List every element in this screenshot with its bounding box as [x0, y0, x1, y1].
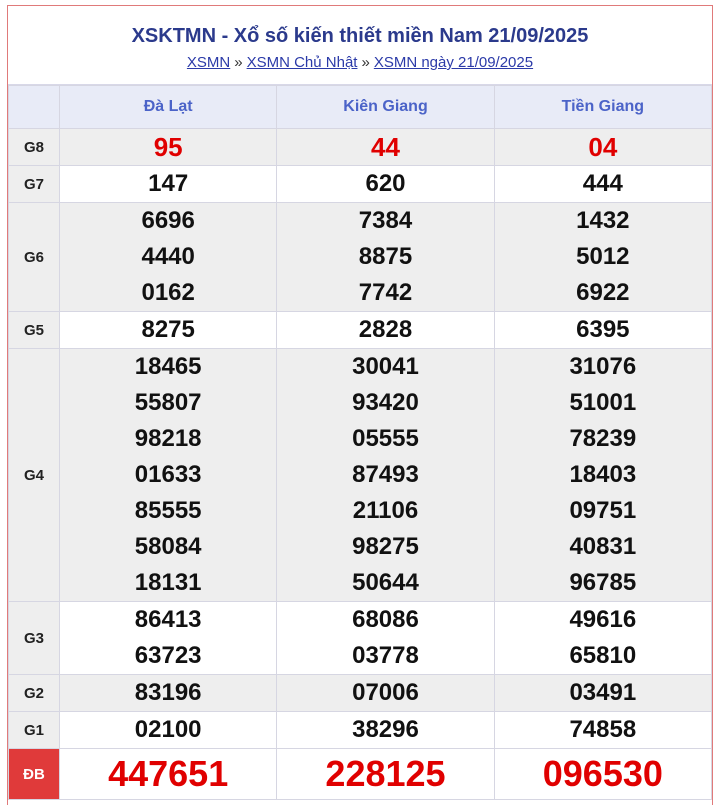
prize-label: G7 — [9, 166, 60, 203]
prize-number: 7742 — [358, 279, 413, 306]
prize-label: G3 — [9, 602, 60, 675]
prize-number: 18131 — [134, 569, 202, 596]
prize-number: 8275 — [141, 316, 195, 343]
prize-number: 83196 — [134, 679, 202, 706]
prize-number: 63723 — [134, 642, 202, 669]
prize-label: ĐB — [9, 749, 60, 800]
prize-number: 50644 — [352, 569, 419, 596]
prize-cell — [494, 166, 711, 203]
prize-number: 02100 — [134, 716, 202, 743]
prize-number: 74858 — [569, 716, 637, 743]
breadcrumb-link-xsmn[interactable]: XSMN — [186, 54, 231, 71]
province-header[interactable]: Đà Lạt — [60, 86, 277, 129]
prize-cell — [277, 675, 494, 712]
prize-cell — [60, 712, 277, 749]
prize-number: 03491 — [569, 679, 637, 706]
prize-number: 55807 — [134, 389, 202, 416]
header-corner — [9, 86, 60, 129]
prize-cell — [60, 312, 277, 349]
prize-label: G5 — [9, 312, 60, 349]
prize-number: 03778 — [352, 642, 419, 669]
breadcrumb — [8, 53, 712, 73]
prize-label: G1 — [9, 712, 60, 749]
results-header — [8, 6, 712, 85]
prize-cell — [60, 602, 277, 675]
prize-number: 98275 — [352, 533, 419, 560]
prize-number: 05555 — [352, 425, 419, 452]
prize-cell — [494, 349, 711, 602]
prize-number: 40831 — [569, 533, 637, 560]
prize-number: 0162 — [141, 279, 195, 306]
prize-number: 18403 — [569, 461, 637, 488]
prize-number: 49616 — [569, 606, 637, 633]
province-header[interactable]: Kiên Giang — [277, 86, 494, 129]
prize-cell — [494, 675, 711, 712]
prize-cell — [277, 129, 494, 166]
province-header-row — [9, 86, 712, 129]
prize-label: G6 — [9, 203, 60, 312]
prize-number: 78239 — [569, 425, 637, 452]
prize-table-body — [9, 129, 712, 800]
prize-cell — [494, 203, 711, 312]
prize-number: 01633 — [134, 461, 202, 488]
province-header[interactable]: Tiền Giang — [494, 86, 711, 129]
prize-row-g4 — [9, 349, 712, 602]
prize-number: 30041 — [352, 353, 419, 380]
prize-cell — [277, 203, 494, 312]
prize-number: 21106 — [352, 497, 419, 524]
prize-cell — [60, 203, 277, 312]
prize-cell — [60, 675, 277, 712]
prize-number: 6922 — [576, 279, 630, 306]
breadcrumb-link-xsmn-date[interactable]: XSMN ngày 21/09/2025 — [373, 54, 534, 71]
prize-number: 31076 — [569, 353, 637, 380]
prize-number: 58084 — [134, 533, 202, 560]
prize-row-g3 — [9, 602, 712, 675]
prize-number: 444 — [582, 170, 623, 197]
prize-number: 93420 — [352, 389, 419, 416]
breadcrumb-separator: » — [361, 54, 370, 71]
prize-number: 38296 — [352, 716, 419, 743]
prize-number: 96785 — [569, 569, 637, 596]
prize-cell — [494, 312, 711, 349]
prize-cell — [277, 312, 494, 349]
prize-number: 8875 — [358, 243, 413, 270]
prize-row-g2 — [9, 675, 712, 712]
prize-number: 51001 — [569, 389, 637, 416]
prize-number: 6696 — [141, 207, 195, 234]
prize-number: 98218 — [134, 425, 202, 452]
prize-cell — [277, 349, 494, 602]
prize-number: 65810 — [569, 642, 637, 669]
results-panel — [7, 5, 713, 805]
prize-row-g5 — [9, 312, 712, 349]
prize-cell — [60, 166, 277, 203]
prize-number: 85555 — [134, 497, 202, 524]
prize-number: 5012 — [576, 243, 630, 270]
prize-number: 95 — [153, 132, 183, 162]
breadcrumb-separator: » — [234, 54, 243, 71]
prize-cell — [277, 602, 494, 675]
prize-cell — [277, 166, 494, 203]
prize-number: 147 — [148, 170, 189, 197]
prize-label: G2 — [9, 675, 60, 712]
prize-row-g1 — [9, 712, 712, 749]
prize-row-g7 — [9, 166, 712, 203]
prize-number: 18465 — [134, 353, 202, 380]
prize-number: 2828 — [358, 316, 413, 343]
prize-cell — [494, 602, 711, 675]
prize-number: 620 — [365, 170, 406, 197]
prize-number: 44 — [371, 132, 400, 162]
prize-cell — [60, 349, 277, 602]
prize-number: 1432 — [576, 207, 630, 234]
prize-number: 07006 — [352, 679, 419, 706]
prize-label: G4 — [9, 349, 60, 602]
prize-number: 68086 — [352, 606, 419, 633]
prize-number: 4440 — [141, 243, 195, 270]
prize-row-db — [9, 749, 712, 800]
prize-cell — [60, 749, 277, 800]
breadcrumb-link-xsmn-sunday[interactable]: XSMN Chủ Nhật — [246, 54, 358, 71]
prize-number: 447651 — [108, 753, 229, 794]
prize-row-g6 — [9, 203, 712, 312]
prize-number: 7384 — [358, 207, 413, 234]
prize-cell — [277, 712, 494, 749]
prize-number: 096530 — [542, 753, 663, 794]
prize-cell — [494, 129, 711, 166]
prize-number: 228125 — [325, 753, 446, 794]
results-table — [8, 85, 712, 800]
prize-number: 04 — [588, 132, 618, 162]
prize-number: 87493 — [352, 461, 419, 488]
page-title: XSKTMN - Xổ số kiến thiết miền Nam 21/09/2025 — [131, 25, 589, 47]
prize-number: 86413 — [134, 606, 202, 633]
prize-cell — [277, 749, 494, 800]
prize-cell — [60, 129, 277, 166]
prize-cell — [494, 749, 711, 800]
prize-number: 6395 — [576, 316, 630, 343]
prize-number: 09751 — [569, 497, 637, 524]
prize-label: G8 — [9, 129, 60, 166]
prize-cell — [494, 712, 711, 749]
prize-row-g8 — [9, 129, 712, 166]
